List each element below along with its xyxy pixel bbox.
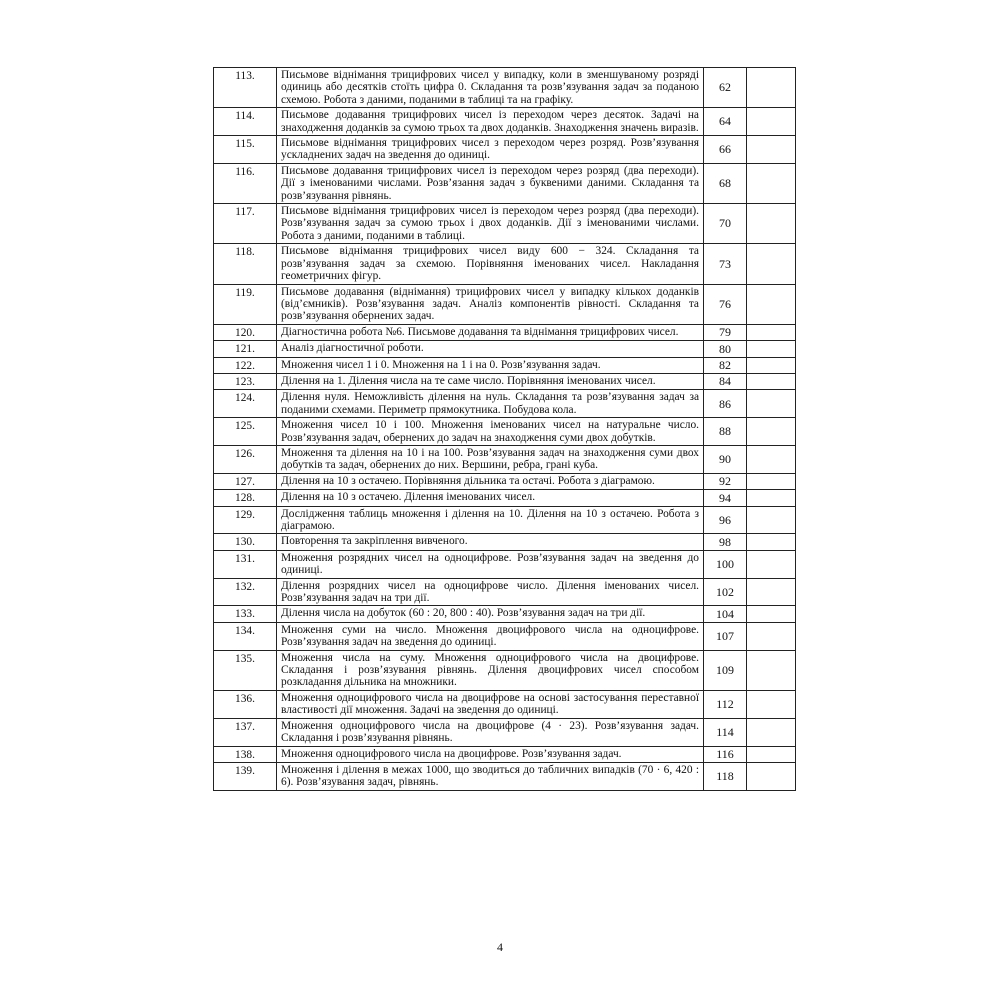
- lesson-topic: Дослідження таблиць множення і ділення на 10. Ділення на 10 з остачею. Робота з діаграмою.: [277, 506, 704, 534]
- lesson-number: 138.: [214, 746, 277, 762]
- lesson-page: 98: [704, 534, 747, 550]
- lesson-page: 102: [704, 578, 747, 606]
- lesson-number: 118.: [214, 244, 277, 284]
- lesson-number: 137.: [214, 718, 277, 746]
- table-row: [214, 324, 796, 340]
- lesson-number: 136.: [214, 690, 277, 718]
- lesson-topic: Множення та ділення на 10 і на 100. Розв’язування задач на знаходження суми двох добутків та задач, обернених до них. Вершини, ребра, грані куба.: [277, 445, 704, 473]
- notes-cell: [747, 390, 796, 418]
- lesson-number: 130.: [214, 534, 277, 550]
- table-row: [214, 390, 796, 418]
- notes-cell: [747, 341, 796, 357]
- lesson-plan-table: [213, 67, 796, 791]
- table-row: [214, 606, 796, 622]
- notes-cell: [747, 373, 796, 389]
- lesson-page: 86: [704, 390, 747, 418]
- table-body: [214, 68, 796, 791]
- lesson-page: 73: [704, 244, 747, 284]
- lesson-page: 90: [704, 445, 747, 473]
- notes-cell: [747, 578, 796, 606]
- lesson-topic: Діагностична робота №6. Письмове додавання та віднімання трицифрових чисел.: [277, 324, 704, 340]
- notes-cell: [747, 445, 796, 473]
- table-row: [214, 490, 796, 506]
- table-row: [214, 622, 796, 650]
- table-row: [214, 534, 796, 550]
- lesson-number: 135.: [214, 650, 277, 690]
- table-row: [214, 506, 796, 534]
- notes-cell: [747, 650, 796, 690]
- table-row: [214, 445, 796, 473]
- lesson-number: 113.: [214, 68, 277, 108]
- lesson-page: 70: [704, 204, 747, 244]
- lesson-number: 127.: [214, 473, 277, 489]
- table-row: [214, 746, 796, 762]
- lesson-number: 119.: [214, 284, 277, 324]
- lesson-page: 109: [704, 650, 747, 690]
- lesson-topic: Ділення на 10 з остачею. Порівняння дільника та остачі. Робота з діаграмою.: [277, 473, 704, 489]
- lesson-topic: Ділення розрядних чисел на одноцифрове число. Ділення іменованих чисел. Розв’язування задач на три дії.: [277, 578, 704, 606]
- table-row: [214, 136, 796, 164]
- lesson-page: 107: [704, 622, 747, 650]
- notes-cell: [747, 606, 796, 622]
- notes-cell: [747, 163, 796, 203]
- notes-cell: [747, 746, 796, 762]
- lesson-topic: Ділення числа на добуток (60 : 20, 800 : 40). Розв’язування задач на три дії.: [277, 606, 704, 622]
- lesson-number: 116.: [214, 163, 277, 203]
- lesson-page: 92: [704, 473, 747, 489]
- lesson-number: 123.: [214, 373, 277, 389]
- lesson-number: 126.: [214, 445, 277, 473]
- lesson-topic: Множення одноцифрового числа на двоцифрове (4 · 23). Розв’язування задач. Складання і розв’язування рівнянь.: [277, 718, 704, 746]
- lesson-page: 68: [704, 163, 747, 203]
- page-number: 4: [497, 940, 503, 954]
- lesson-topic: Множення розрядних чисел на одноцифрове. Розв’язування задач на зведення до одиниці.: [277, 550, 704, 578]
- lesson-topic: Множення одноцифрового числа на двоцифрове на основі застосування переставної властивості дії множення. Задачі на зведення до одиниці.: [277, 690, 704, 718]
- lesson-page: 94: [704, 490, 747, 506]
- lesson-page: 64: [704, 108, 747, 136]
- lesson-topic: Множення чисел 10 і 100. Множення іменованих чисел на натуральне число. Розв’язування задач, обернених до задач на знаходження суми двох добутків.: [277, 418, 704, 446]
- table-row: [214, 578, 796, 606]
- table-row: [214, 718, 796, 746]
- notes-cell: [747, 284, 796, 324]
- table-row: [214, 108, 796, 136]
- notes-cell: [747, 534, 796, 550]
- lesson-number: 129.: [214, 506, 277, 534]
- notes-cell: [747, 357, 796, 373]
- lesson-page: 82: [704, 357, 747, 373]
- lesson-number: 117.: [214, 204, 277, 244]
- table-row: [214, 357, 796, 373]
- lesson-number: 121.: [214, 341, 277, 357]
- notes-cell: [747, 490, 796, 506]
- lesson-topic: Письмове додавання трицифрових чисел із переходом через розряд (два переходи). Дії з іменованими числами. Розв’язання задач з буквеними даними. Складання та розв’язування рівнянь.: [277, 163, 704, 203]
- lesson-page: 84: [704, 373, 747, 389]
- lesson-page: 76: [704, 284, 747, 324]
- lesson-number: 124.: [214, 390, 277, 418]
- lesson-topic: Множення і ділення в межах 1000, що зводиться до табличних випадків (70 · 6, 420 : 6). Розв’язування задач, рівнянь.: [277, 762, 704, 790]
- lesson-page: 96: [704, 506, 747, 534]
- lesson-topic: Аналіз діагностичної роботи.: [277, 341, 704, 357]
- lesson-topic: Письмове віднімання трицифрових чисел у випадку, коли в зменшуваному розряді одиниць або десятків стоїть цифра 0. Складання та розв’язування задач за поданою схемою. Робота з даними, поданими в таблиці та на графіку.: [277, 68, 704, 108]
- lesson-number: 132.: [214, 578, 277, 606]
- lesson-number: 131.: [214, 550, 277, 578]
- table-row: [214, 373, 796, 389]
- lesson-page: 104: [704, 606, 747, 622]
- notes-cell: [747, 762, 796, 790]
- table-row: [214, 473, 796, 489]
- lesson-topic: Множення одноцифрового числа на двоцифрове. Розв’язування задач.: [277, 746, 704, 762]
- lesson-number: 139.: [214, 762, 277, 790]
- lesson-page: 66: [704, 136, 747, 164]
- lesson-number: 125.: [214, 418, 277, 446]
- lesson-topic: Письмове додавання (віднімання) трицифрових чисел у випадку кількох доданків (від’ємників). Розв’язування задач. Аналіз компонентів рівності. Складання та розв’язування обернених задач.: [277, 284, 704, 324]
- lesson-page: 100: [704, 550, 747, 578]
- lesson-number: 128.: [214, 490, 277, 506]
- lesson-page: 62: [704, 68, 747, 108]
- lesson-topic: Письмове віднімання трицифрових чисел виду 600 − 324. Складання та розв’язування задач за схемою. Порівняння іменованих чисел. Накладання геометричних фігур.: [277, 244, 704, 284]
- notes-cell: [747, 473, 796, 489]
- lesson-topic: Письмове додавання трицифрових чисел із переходом через десяток. Задачі на знаходження доданків за сумою трьох та двох доданків. Знаходження значень виразів.: [277, 108, 704, 136]
- lesson-number: 120.: [214, 324, 277, 340]
- lesson-page: 79: [704, 324, 747, 340]
- lesson-number: 134.: [214, 622, 277, 650]
- notes-cell: [747, 136, 796, 164]
- table-row: [214, 68, 796, 108]
- notes-cell: [747, 108, 796, 136]
- notes-cell: [747, 718, 796, 746]
- table-row: [214, 650, 796, 690]
- notes-cell: [747, 622, 796, 650]
- notes-cell: [747, 68, 796, 108]
- lesson-topic: Множення суми на число. Множення двоцифрового числа на одноцифрове. Розв’язування задач на зведення до одиниці.: [277, 622, 704, 650]
- lesson-topic: Письмове віднімання трицифрових чисел із переходом через розряд (два переходи). Розв’язування задач за сумою трьох і двох доданків. Дії з іменованими числами. Робота з даними, поданими в таблиці.: [277, 204, 704, 244]
- lesson-page: 80: [704, 341, 747, 357]
- lesson-number: 122.: [214, 357, 277, 373]
- table-row: [214, 550, 796, 578]
- lesson-page: 118: [704, 762, 747, 790]
- lesson-topic: Ділення на 10 з остачею. Ділення іменованих чисел.: [277, 490, 704, 506]
- notes-cell: [747, 550, 796, 578]
- table-row: [214, 163, 796, 203]
- notes-cell: [747, 324, 796, 340]
- notes-cell: [747, 204, 796, 244]
- lesson-topic: Повторення та закріплення вивченого.: [277, 534, 704, 550]
- table-row: [214, 762, 796, 790]
- table-row: [214, 204, 796, 244]
- lesson-topic: Множення чисел 1 і 0. Множення на 1 і на 0. Розв’язування задач.: [277, 357, 704, 373]
- lesson-topic: Письмове віднімання трицифрових чисел з переходом через розряд. Розв’язування ускладнених задач на зведення до одиниці.: [277, 136, 704, 164]
- notes-cell: [747, 418, 796, 446]
- lesson-page: 116: [704, 746, 747, 762]
- lesson-page: 114: [704, 718, 747, 746]
- lesson-topic: Ділення на 1. Ділення числа на те саме число. Порівняння іменованих чисел.: [277, 373, 704, 389]
- lesson-number: 114.: [214, 108, 277, 136]
- lesson-number: 133.: [214, 606, 277, 622]
- table-row: [214, 284, 796, 324]
- table-row: [214, 690, 796, 718]
- lesson-page: 112: [704, 690, 747, 718]
- table-row: [214, 341, 796, 357]
- table-row: [214, 244, 796, 284]
- notes-cell: [747, 506, 796, 534]
- lesson-topic: Ділення нуля. Неможливість ділення на нуль. Складання та розв’язування задач за поданими схемами. Периметр прямокутника. Побудова кола.: [277, 390, 704, 418]
- lesson-number: 115.: [214, 136, 277, 164]
- table-row: [214, 418, 796, 446]
- notes-cell: [747, 690, 796, 718]
- lesson-page: 88: [704, 418, 747, 446]
- notes-cell: [747, 244, 796, 284]
- lesson-topic: Множення числа на суму. Множення одноцифрового числа на двоцифрове. Складання і розв’язування рівнянь. Ділення двоцифрових чисел способом розкладання дільника на множники.: [277, 650, 704, 690]
